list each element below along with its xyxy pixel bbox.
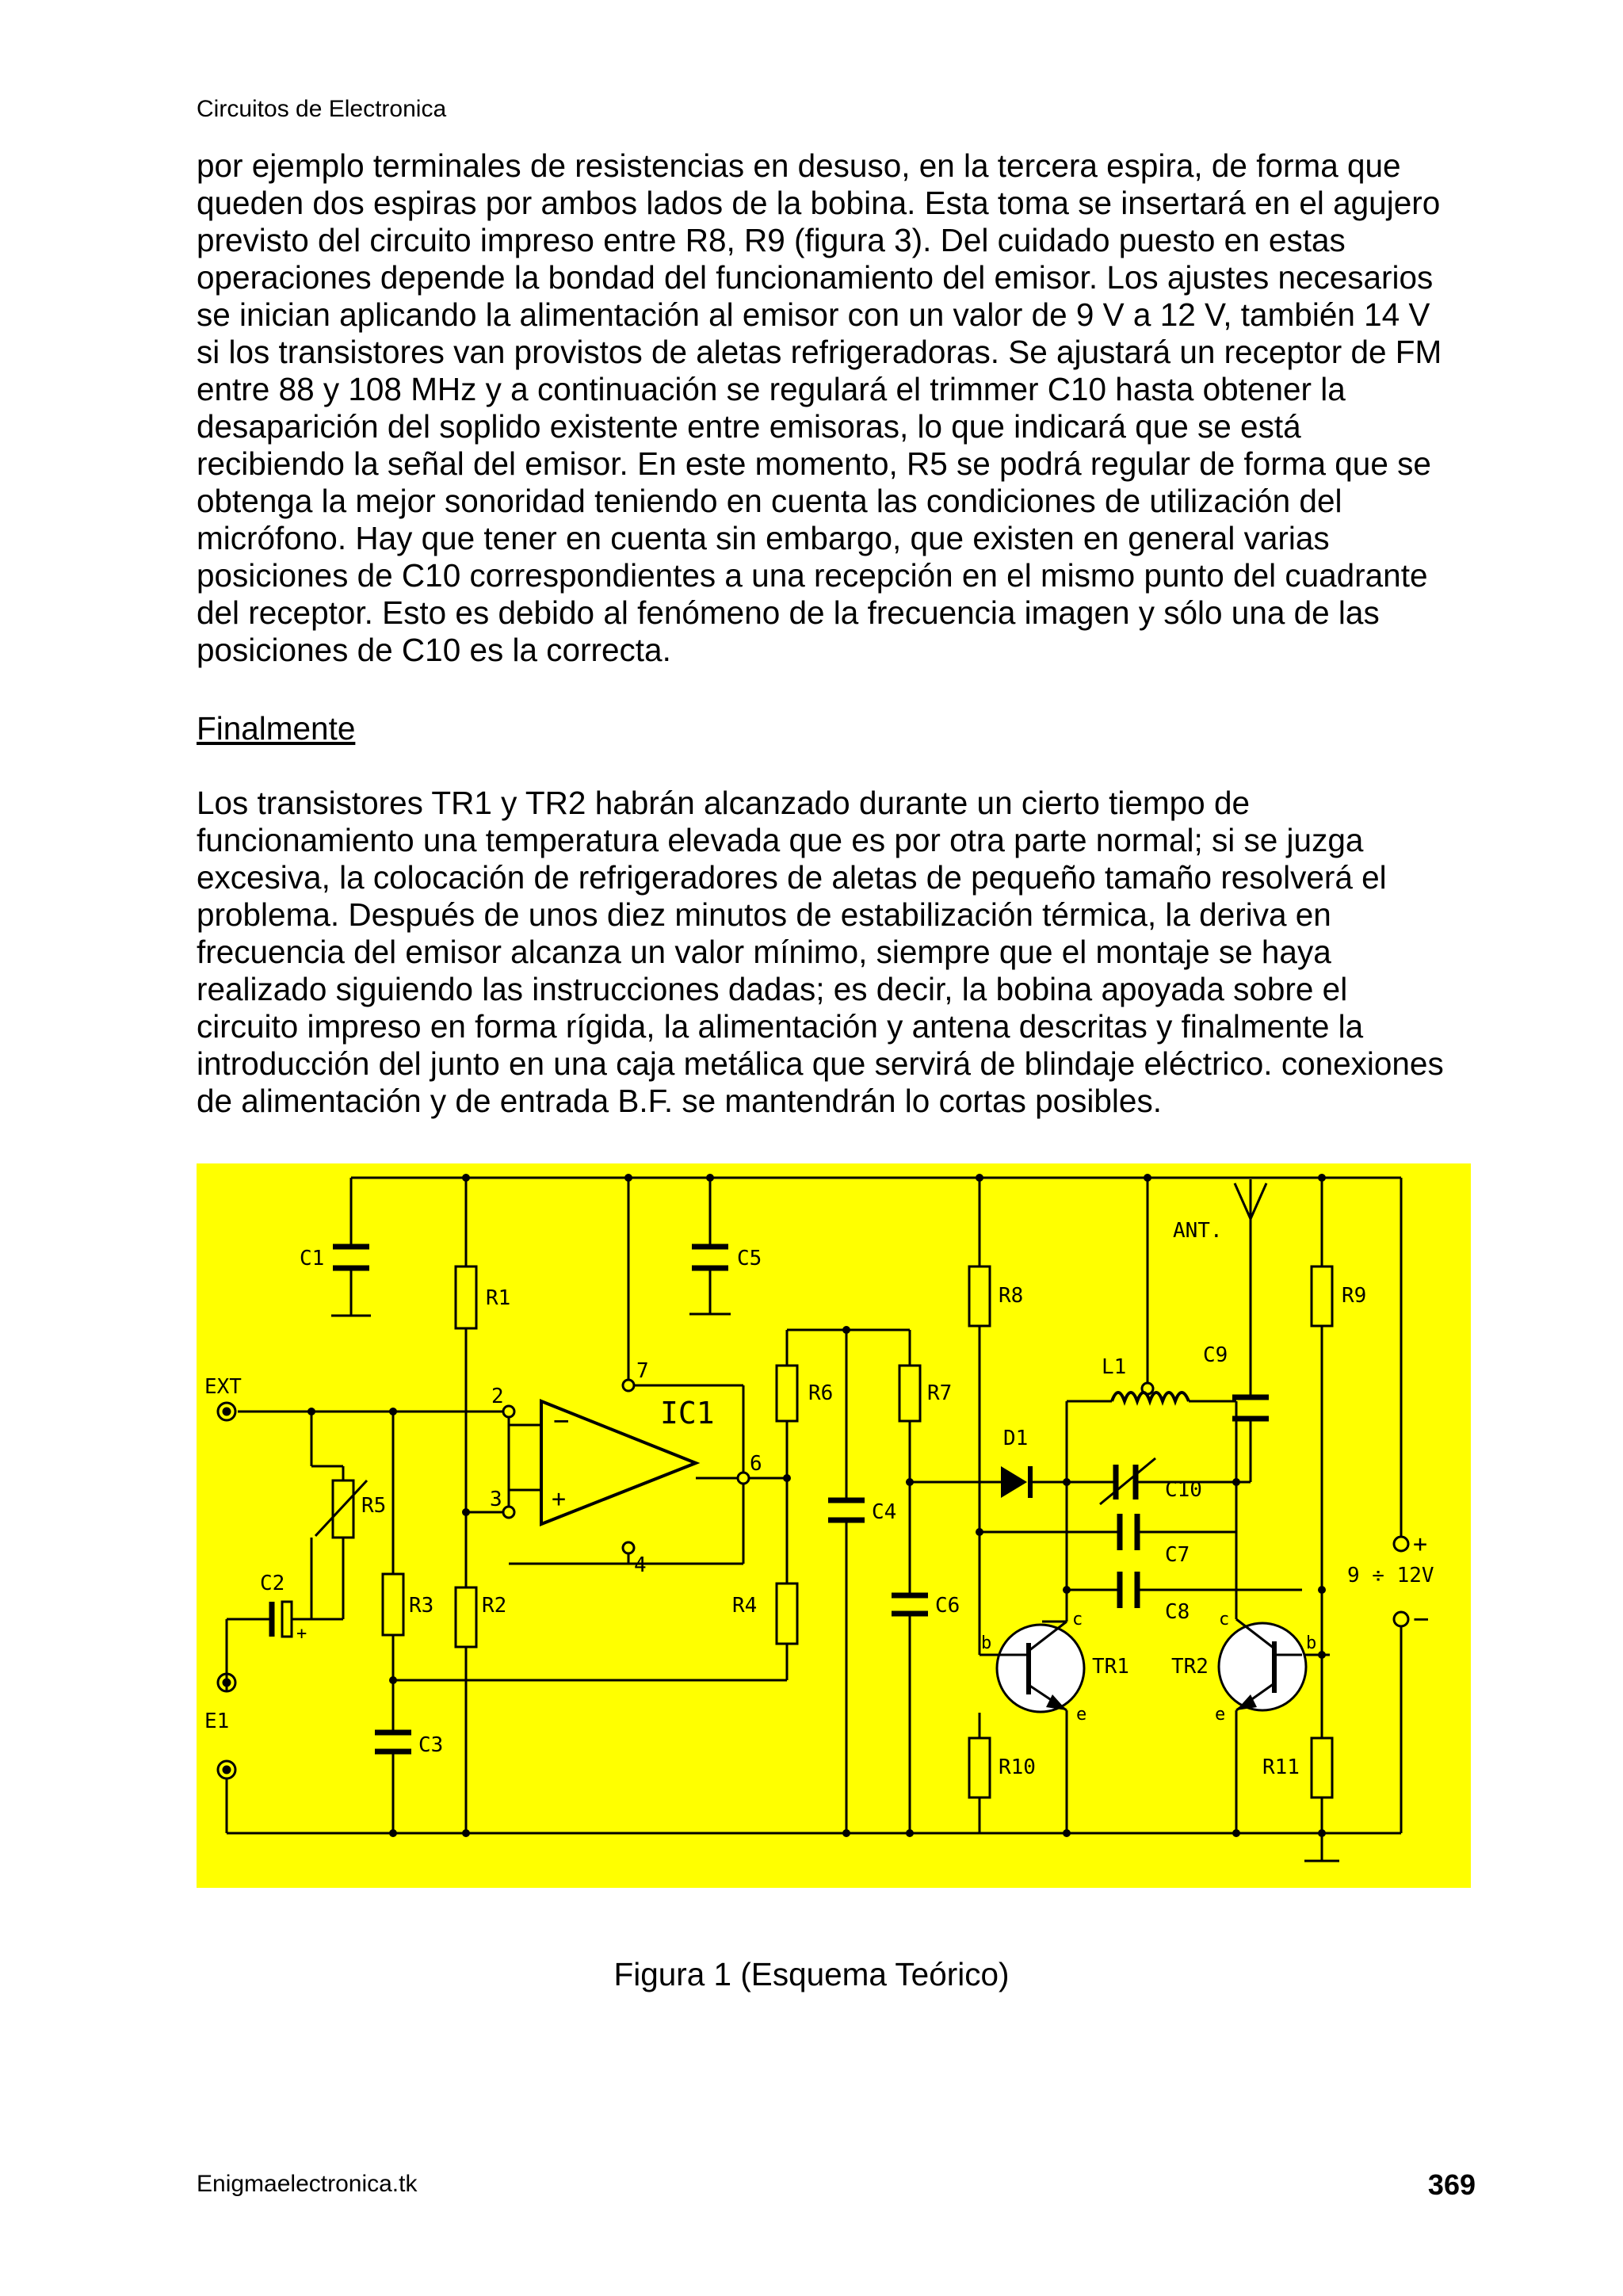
label-r9: R9 <box>1342 1284 1367 1308</box>
text-line: del receptor. Esto es debido al fenómeno de la frecuencia imagen y sólo una de las <box>197 594 1380 631</box>
label-c8: C8 <box>1165 1600 1190 1624</box>
label-r3: R3 <box>409 1594 434 1618</box>
c2-electrolytic-plate <box>282 1602 292 1637</box>
text-line: previsto del circuito impreso entre R8, R9 (figura 3). Del cuidado puesto en estas <box>197 222 1346 258</box>
label-ic1: IC1 <box>660 1396 715 1431</box>
label-ext: EXT <box>204 1375 242 1399</box>
page-number: 369 <box>1427 2168 1476 2201</box>
text-line: recibiendo la señal del emisor. En este momento, R5 se podrá regular de forma que se <box>197 445 1431 482</box>
label-r10: R10 <box>999 1755 1036 1779</box>
text-line: funcionamiento una temperatura elevada que es por otra parte normal; si se juzga <box>197 822 1364 858</box>
text-line: operaciones depende la bondad del funcionamiento del emisor. Los ajustes necesarios <box>197 259 1434 296</box>
label-r8: R8 <box>999 1284 1024 1308</box>
footer-site: Enigmaelectronica.tk <box>197 2171 418 2197</box>
label-c1: C1 <box>300 1247 325 1270</box>
text-line: obtenga la mejor sonoridad teniendo en cuenta las condiciones de utilización del <box>197 483 1342 519</box>
label-r11: R11 <box>1262 1755 1300 1779</box>
text-line: posiciones de C10 es la correcta. <box>197 632 671 668</box>
label-pin6: 6 <box>750 1452 762 1476</box>
text-line: entre 88 y 108 MHz y a continuación se regulará el trimmer C10 hasta obtener la <box>197 371 1346 407</box>
label-c2: C2 <box>260 1572 285 1595</box>
text-line: si los transistores van provistos de aletas refrigeradoras. Se ajustará un receptor de FM <box>197 334 1442 370</box>
label-c7: C7 <box>1165 1543 1190 1567</box>
paragraph-adjustments <box>197 147 1480 669</box>
label-tr1-c: c <box>1072 1610 1083 1629</box>
text-line: de alimentación y de entrada B.F. se mantendrán lo cortas posibles. <box>197 1083 1162 1119</box>
label-plus: + <box>552 1485 567 1513</box>
label-c9: C9 <box>1203 1343 1228 1367</box>
label-supply-minus: − <box>1413 1603 1430 1635</box>
label-pin2: 2 <box>491 1385 504 1408</box>
label-voltage: 9 ÷ 12V <box>1347 1564 1434 1587</box>
label-tr2-c: c <box>1219 1610 1230 1629</box>
label-ant: ANT. <box>1173 1219 1223 1243</box>
label-r1: R1 <box>486 1286 511 1310</box>
text-line: posiciones de C10 correspondientes a una recepción en el mismo punto del cuadrante <box>197 557 1428 594</box>
text-line: se inician aplicando la alimentación al emisor con un valor de 9 V a 12 V, también 14 V <box>197 296 1430 333</box>
label-c5: C5 <box>737 1247 762 1270</box>
label-tr2: TR2 <box>1171 1655 1209 1679</box>
label-pin3: 3 <box>490 1488 502 1511</box>
figure-caption: Figura 1 (Esquema Teórico) <box>613 1956 1010 1992</box>
text-line: Los transistores TR1 y TR2 habrán alcanzado durante un cierto tiempo de <box>197 785 1251 821</box>
label-e1: E1 <box>204 1710 230 1733</box>
label-supply-plus: + <box>1413 1530 1428 1558</box>
text-line: realizado siguiendo las instrucciones dadas; es decir, la bobina apoyada sobre el <box>197 971 1348 1007</box>
label-r7: R7 <box>927 1381 953 1405</box>
document-header: Circuitos de Electronica <box>197 96 447 122</box>
text-line: por ejemplo terminales de resistencias en desuso, en la tercera espira, de forma que <box>197 147 1401 184</box>
circuit-schematic <box>197 1163 1471 1888</box>
label-r5: R5 <box>361 1494 387 1518</box>
text-line: micrófono. Hay que tener en cuenta sin embargo, que existen en general varias <box>197 520 1330 556</box>
paragraph-finally <box>197 785 1480 1120</box>
text-line: circuito impreso en forma rígida, la alimentación y antena descritas y finalmente la <box>197 1008 1364 1045</box>
label-tr1-b: b <box>981 1633 992 1653</box>
label-r4: R4 <box>732 1594 758 1618</box>
label-c2-plus: + <box>296 1624 307 1644</box>
label-l1: L1 <box>1102 1355 1127 1379</box>
text-line: problema. Después de unos diez minutos de estabilización térmica, la deriva en <box>197 896 1331 933</box>
label-c3: C3 <box>418 1733 444 1757</box>
text-line: queden dos espiras por ambos lados de la bobina. Esta toma se insertará en el agujero <box>197 185 1441 221</box>
label-pin7: 7 <box>636 1359 649 1383</box>
label-minus: − <box>553 1405 570 1437</box>
label-r6: R6 <box>808 1381 834 1405</box>
label-d1: D1 <box>1003 1427 1029 1450</box>
label-c4: C4 <box>872 1500 897 1524</box>
label-tr2-b: b <box>1306 1633 1317 1653</box>
label-pin4: 4 <box>634 1553 647 1577</box>
text-line: desaparición del soplido existente entre emisoras, lo que indicará que se está <box>197 408 1301 445</box>
label-tr1-e: e <box>1076 1705 1087 1725</box>
text-line: frecuencia del emisor alcanza un valor mínimo, siempre que el montaje se haya <box>197 934 1331 970</box>
label-tr1: TR1 <box>1092 1655 1129 1679</box>
label-c10: C10 <box>1165 1478 1202 1502</box>
text-line: introducción del junto en una caja metálica que servirá de blindaje eléctrico. conexiones <box>197 1045 1444 1082</box>
section-heading: Finalmente <box>197 710 356 747</box>
label-c6: C6 <box>935 1594 960 1618</box>
label-r2: R2 <box>482 1594 507 1618</box>
label-tr2-e: e <box>1215 1705 1226 1725</box>
text-line: excesiva, la colocación de refrigeradores de aletas de pequeño tamaño resolverá el <box>197 859 1387 896</box>
